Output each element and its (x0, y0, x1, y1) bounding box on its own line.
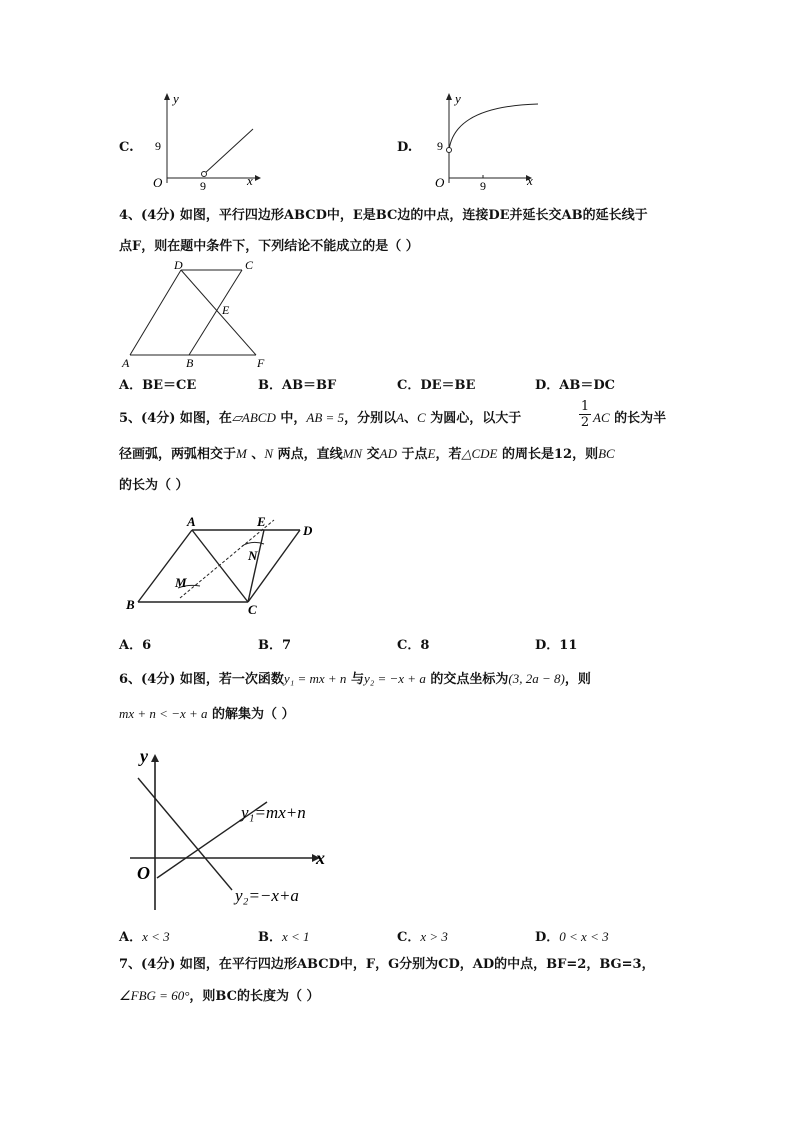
label-F: F (257, 356, 265, 370)
q4-option-d[interactable]: D．AB＝DC (535, 378, 615, 393)
segment-CB (189, 270, 242, 355)
x-tick-label: 9 (200, 179, 206, 193)
open-endpoint (447, 148, 452, 153)
segment-AC (192, 530, 248, 602)
label-A: A (122, 356, 130, 370)
graph-line (204, 129, 253, 174)
q5-parallelogram-figure (118, 510, 328, 620)
label-B: B (186, 356, 194, 370)
graph-curve (449, 104, 538, 150)
label-D: D (303, 523, 313, 538)
origin-label: O (137, 863, 150, 883)
q4-text-line2: 点F，则在题中条件下，下列结论不能成立的是（ ） (119, 239, 419, 254)
y-axis-arrow (164, 93, 170, 100)
q5-text-line3: 的长为（ ） (119, 478, 189, 493)
q6-option-a[interactable]: A．x < 3 (119, 929, 170, 945)
q4-option-b[interactable]: B．AB＝BF (258, 378, 337, 393)
q6-function-graph (120, 740, 345, 912)
q5-text-line2: 径画弧，两弧相交于M 、N 两点，直线MN 交AD 于点E，若△CDE 的周长是12，则BC (119, 446, 615, 462)
q6-option-b[interactable]: B．x < 1 (258, 929, 310, 945)
q5-fraction-one-half: 1 2 (580, 399, 590, 430)
origin-label: O (435, 175, 445, 190)
segment-AD (130, 270, 181, 355)
q5-option-c[interactable]: C．8 (397, 638, 430, 653)
segment-BA (138, 530, 192, 602)
q5-option-a[interactable]: A．6 (119, 638, 152, 653)
segment-DF (181, 270, 256, 355)
y-axis-arrow (151, 754, 159, 762)
x-label: x (316, 848, 325, 868)
label-D: D (174, 258, 183, 272)
label-N: N (248, 548, 258, 563)
y-axis-arrow (446, 93, 452, 100)
x-label: x (527, 173, 533, 188)
label-C: C (248, 602, 257, 617)
q3-option-c-label: C. (119, 140, 134, 155)
label-y1: y₁=mx+n (241, 803, 306, 822)
label-A: A (187, 514, 196, 529)
label-y2: y₂=−x+a (235, 886, 299, 905)
label-E: E (257, 514, 266, 529)
origin-label: O (153, 175, 163, 190)
q6-text-line1: 6、(4分) 如图，若一次函数y₁ = mx + n 与y₂ = −x + a 的交点坐标为(3, 2a − 8)，则 (119, 671, 591, 687)
q6-option-d[interactable]: D．0 < x < 3 (535, 929, 609, 945)
q4-text-line1: 4、(4分) 如图，平行四边形ABCD中，E是BC边的中点，连接DE并延长交AB的延长线于 (119, 208, 648, 223)
open-endpoint (202, 172, 207, 177)
q4-parallelogram-figure (118, 258, 278, 370)
q6-text-line2: mx + n < −x + a 的解集为（ ） (119, 706, 295, 722)
q4-option-a[interactable]: A．BE＝CE (119, 378, 197, 393)
label-M: M (175, 575, 187, 590)
label-C: C (245, 258, 254, 272)
q5-text-line1: 5、(4分) 如图，在▱ABCD 中，AB = 5，分别以A、C 为圆心，以大于 (119, 410, 522, 426)
q7-text-line1: 7、(4分) 如图，在平行四边形ABCD中，F，G分别为CD，AD的中点，BF=2，BG=3， (119, 957, 655, 972)
x-label: x (247, 173, 253, 188)
q5-option-d[interactable]: D．11 (535, 638, 578, 653)
x-axis-arrow (255, 175, 261, 181)
q7-text-line2: ∠FBG = 60°，则BC的长度为（ ） (119, 988, 320, 1004)
q3-graph-d (420, 88, 545, 193)
y-tick-label: 9 (155, 139, 161, 153)
q3-option-d-label: D. (397, 140, 413, 155)
line-y2 (138, 778, 232, 890)
y-tick-label: 9 (437, 139, 443, 153)
label-E: E (222, 303, 230, 317)
q4-option-c[interactable]: C．DE＝BE (397, 378, 476, 393)
x-tick-label: 9 (480, 179, 486, 193)
y-label: y (173, 91, 179, 106)
y-label: y (455, 91, 461, 106)
y-label: y (140, 746, 148, 766)
q5-text-line1-tail: AC 的长为半 (593, 410, 667, 426)
q3-graph-c (140, 88, 265, 193)
q5-option-b[interactable]: B．7 (258, 638, 292, 653)
q6-option-c[interactable]: C．x > 3 (397, 929, 448, 945)
label-B: B (126, 597, 135, 612)
